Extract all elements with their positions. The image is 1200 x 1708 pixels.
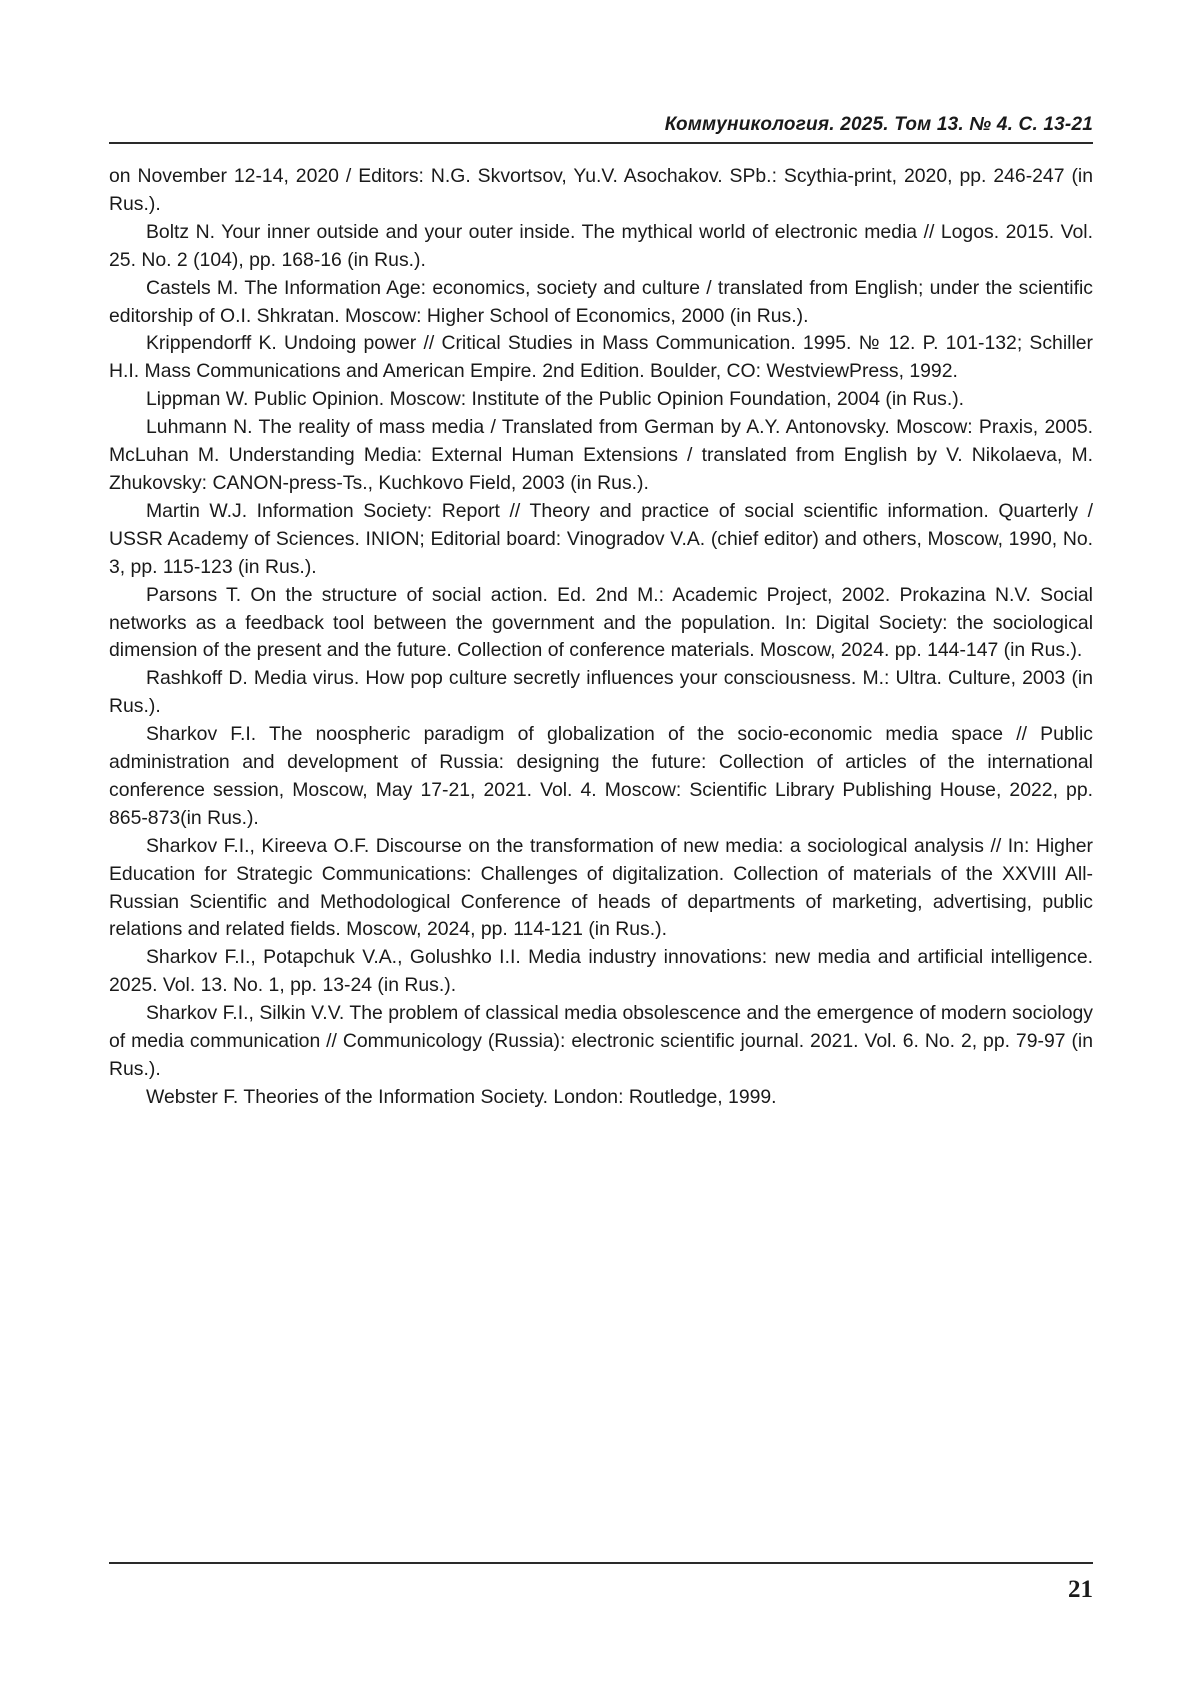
- footer-divider: [109, 1562, 1093, 1564]
- reference-item: Sharkov F.I., Kireeva O.F. Discourse on the transformation of new media: a sociological analysis // In: Higher Education for Strategic Communications: Challenges of digitalization. Collection of materials of the XXVIII All-Russian Scientific and Methodological Conference of heads of departments of marketing, advertising, public relations and related fields. Moscow, 2024, pp. 114-121 (in Rus.).: [109, 834, 1093, 941]
- reference-item: Rashkoff D. Media virus. How pop culture secretly influences your consciousness. M.: Ultra. Culture, 2003 (in Rus.).: [109, 667, 1093, 718]
- reference-item: Luhmann N. The reality of mass media / Translated from German by A.Y. Antonovsky. Moscow: Praxis, 2005. McLuhan M. Understanding Media: External Human Extensions / translated from English by V. Nikolaeva, M. Zhukovsky: CANON-press-Ts., Kuchkovo Field, 2003 (in Rus.).: [109, 416, 1093, 494]
- reference-item: Krippendorff K. Undoing power // Critical Studies in Mass Communication. 1995. № 12. P. 101-132; Schiller H.I. Mass Communications and American Empire. 2nd Edition. Boulder, CO: WestviewPress, 1992.: [109, 332, 1093, 383]
- page-number: 21: [1068, 1576, 1093, 1603]
- header-divider: [109, 142, 1093, 144]
- running-header: Коммуникология. 2025. Том 13. № 4. С. 13-21: [664, 114, 1093, 135]
- reference-item: Martin W.J. Information Society: Report // Theory and practice of social scientific information. Quarterly / USSR Academy of Sciences. INION; Editorial board: Vinogradov V.A. (chief editor) and others, Moscow, 1990, No. 3, pp. 115-123 (in Rus.).: [109, 499, 1093, 578]
- reference-item: Sharkov F.I. The noospheric paradigm of globalization of the socio-economic media space // Public administration and development of Russia: designing the future: Collection of articles of the international conference session, Moscow, May 17-21, 2021. Vol. 4. Moscow: Scientific Library Publishing House, 2022, pp. 865-873(in Rus.).: [109, 723, 1093, 829]
- reference-item: Sharkov F.I., Potapchuk V.A., Golushko I.I. Media industry innovations: new media and artificial intelligence. 2025. Vol. 13. No. 1, pp. 13-24 (in Rus.).: [109, 946, 1093, 997]
- reference-list: [109, 163, 1093, 1112]
- reference-item: Webster F. Theories of the Information Society. London: Routledge, 1999.: [146, 1085, 777, 1108]
- reference-item: Lippman W. Public Opinion. Moscow: Institute of the Public Opinion Foundation, 2004 (in Rus.).: [146, 388, 965, 411]
- reference-item: on November 12-14, 2020 / Editors: N.G. Skvortsov, Yu.V. Asochakov. SPb.: Scythia-print, 2020, pp. 246-247 (in Rus.).: [109, 165, 1093, 215]
- reference-item: Parsons T. On the structure of social action. Ed. 2nd M.: Academic Project, 2002. Prokazina N.V. Social networks as a feedback tool between the government and the population. In: Digital Society: the sociological dimension of the present and the future. Collection of conference materials. Moscow, 2024. pp. 144-147 (in Rus.).: [109, 583, 1093, 662]
- reference-item: Boltz N. Your inner outside and your outer inside. The mythical world of electronic media // Logos. 2015. Vol. 25. No. 2 (104), pp. 168-16 (in Rus.).: [109, 220, 1093, 271]
- reference-item: Castels M. The Information Age: economics, society and culture / translated from English; under the scientific editorship of O.I. Shkratan. Moscow: Higher School of Economics, 2000 (in Rus.).: [109, 276, 1093, 327]
- reference-item: Sharkov F.I., Silkin V.V. The problem of classical media obsolescence and the emergence of modern sociology of media communication // Communicology (Russia): electronic scientific journal. 2021. Vol. 6. No. 2, pp. 79-97 (in Rus.).: [109, 1002, 1093, 1080]
